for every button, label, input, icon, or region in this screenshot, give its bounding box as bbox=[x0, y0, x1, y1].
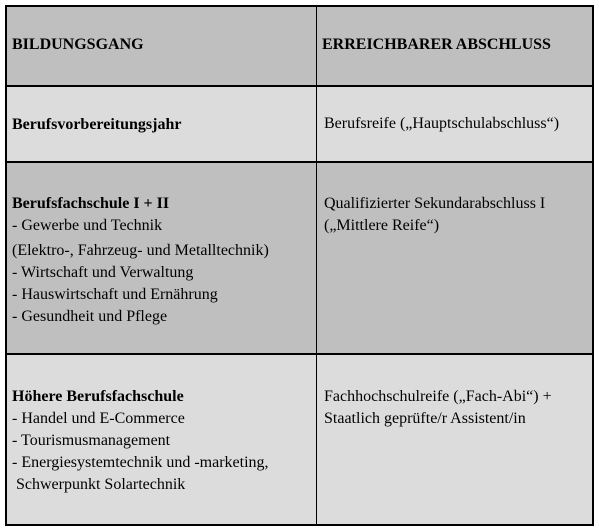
degree-text: Qualifizierter Sekundarabschluss I bbox=[324, 195, 546, 212]
header-cell-abschluss bbox=[317, 7, 592, 85]
program-item: - Energiesystemtechnik und -marketing, bbox=[12, 454, 269, 471]
program-item: - Gewerbe und Technik bbox=[12, 217, 163, 234]
degree-cell bbox=[317, 87, 592, 161]
program-title: Berufsfachschule I + II bbox=[12, 195, 170, 212]
degree-cell bbox=[317, 355, 592, 524]
table-row bbox=[7, 355, 592, 524]
degree-text: Berufsreife („Hauptschulabschluss“) bbox=[324, 115, 560, 132]
education-table bbox=[5, 5, 594, 526]
degree-cell bbox=[317, 163, 592, 353]
program-item: - Tourismusmanagement bbox=[12, 432, 171, 449]
degree-text: Fachhochschulreife („Fach-Abi“) + bbox=[324, 388, 552, 405]
degree-text: („Mittlere Reife“) bbox=[324, 217, 440, 234]
degree-text: Staatlich geprüfte/r Assistent/in bbox=[324, 410, 526, 427]
program-cell bbox=[7, 87, 317, 161]
program-title: Berufsvorbereitungsjahr bbox=[12, 116, 182, 133]
table-header-row bbox=[7, 7, 592, 85]
table-row bbox=[7, 163, 592, 353]
program-item: (Elektro-, Fahrzeug- und Metalltechnik) bbox=[12, 242, 269, 259]
program-title: Höhere Berufsfachschule bbox=[12, 388, 184, 405]
program-item: Schwerpunkt Solartechnik bbox=[16, 476, 186, 493]
table-row bbox=[7, 87, 592, 161]
program-item: - Gesundheit und Pflege bbox=[12, 308, 168, 325]
program-item: - Hauswirtschaft und Ernährung bbox=[12, 286, 218, 303]
header-label-bildungsgang: BILDUNGSGANG bbox=[12, 36, 144, 53]
program-cell bbox=[7, 355, 317, 524]
program-item: - Wirtschaft und Verwaltung bbox=[12, 264, 194, 281]
header-cell-bildungsgang bbox=[7, 7, 317, 85]
program-cell bbox=[7, 163, 317, 353]
program-item: - Handel und E-Commerce bbox=[12, 410, 185, 427]
header-label-abschluss: ERREICHBARER ABSCHLUSS bbox=[322, 36, 551, 53]
